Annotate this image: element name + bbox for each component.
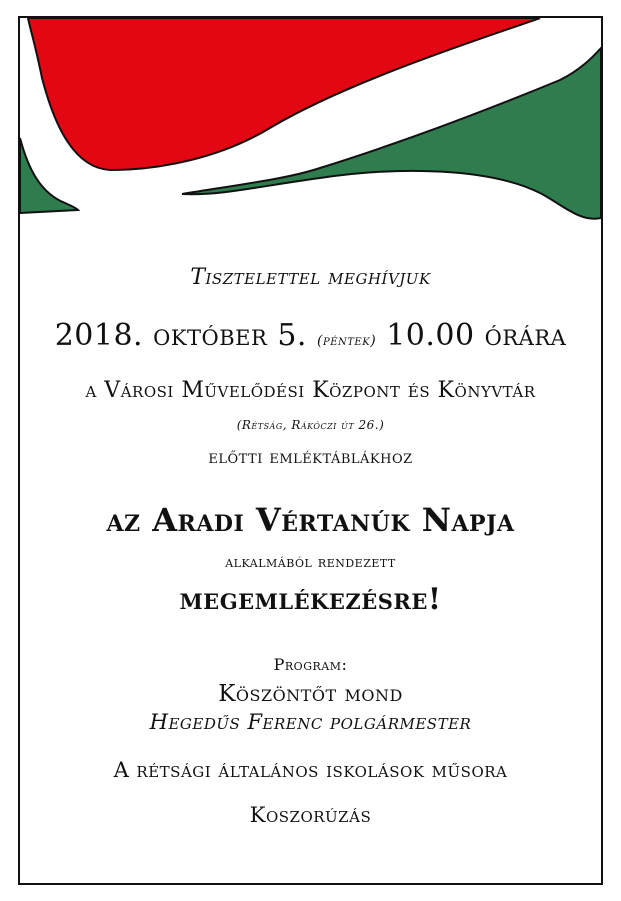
time-text: 10.00 órára: [386, 318, 567, 353]
program-heading: Program:: [273, 655, 348, 674]
commemoration-text: megemlékezésre!: [179, 582, 442, 617]
address-text: (Rétság, Rákóczi út 26.): [236, 418, 385, 432]
intro-text: Tisztelettel meghívjuk: [190, 265, 431, 290]
day-note: (péntek): [317, 333, 377, 349]
date-main: 2018. október 5.: [54, 318, 307, 353]
performance-text: A rétsági általános iskolások műsora: [113, 758, 508, 782]
occasion-text: alkalmából rendezett: [225, 552, 396, 571]
greeting-text: Köszöntőt mond: [218, 681, 403, 707]
location-text: előtti emléktáblákhoz: [208, 446, 413, 468]
flag-green-left: [20, 138, 78, 213]
event-title: az Aradi Vértanúk Napja: [106, 501, 515, 539]
venue-text: a Városi Művelődési Központ és Könyvtár: [85, 378, 536, 403]
wreath-text: Koszorúzás: [249, 803, 372, 827]
date-line: [20, 318, 601, 353]
hungarian-flag-wave-icon: [20, 18, 601, 228]
invitation-frame: [18, 16, 603, 885]
speaker-text: Hegedűs Ferenc polgármester: [149, 710, 472, 734]
